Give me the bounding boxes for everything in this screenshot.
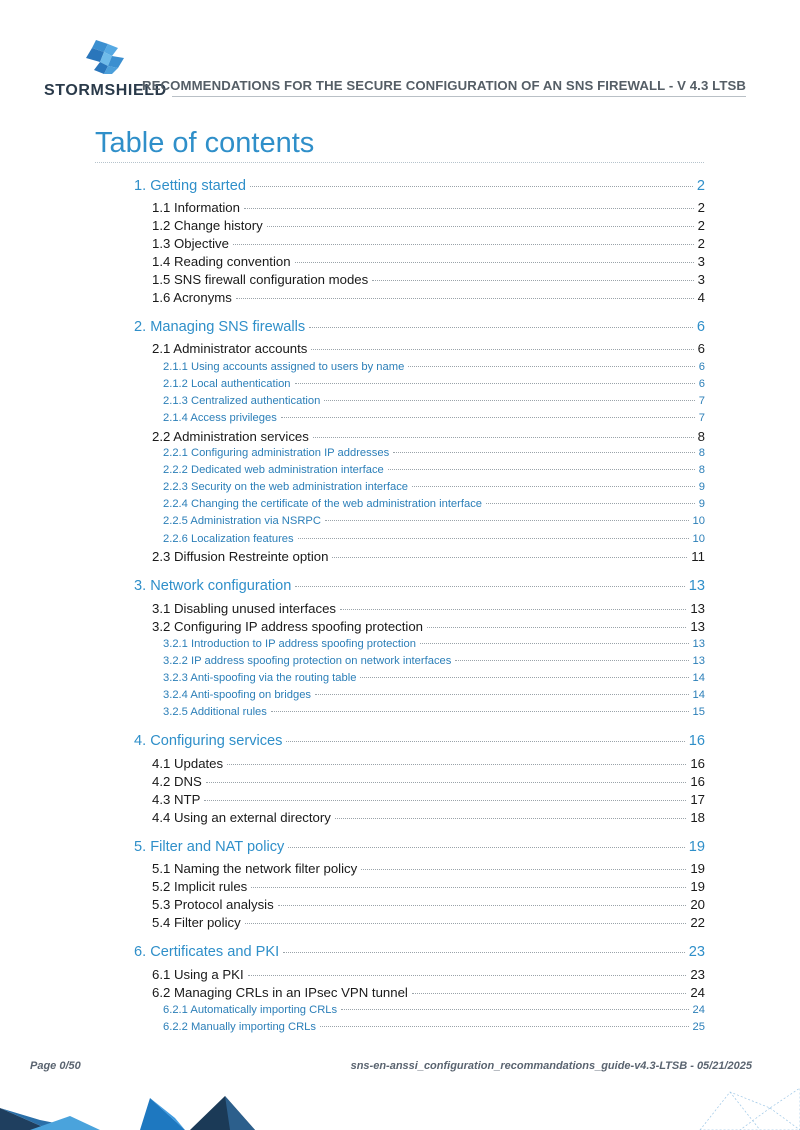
toc-dot-leader <box>250 186 693 187</box>
toc-dot-leader <box>309 327 693 328</box>
toc-entry-page: 6 <box>696 319 705 335</box>
toc-entry-label: 3.2 Configuring IP address spoofing protection <box>152 619 424 634</box>
toc-dot-leader <box>298 538 689 539</box>
toc-entry-page: 20 <box>690 897 705 912</box>
toc-entry-page: 2 <box>697 236 705 251</box>
toc-entry[interactable] <box>134 319 705 339</box>
toc-entry-label: 2.2.1 Configuring administration IP addresses <box>163 447 390 459</box>
toc-dot-leader <box>372 280 693 281</box>
toc-dot-leader <box>313 437 694 438</box>
toc-entry-page: 8 <box>698 464 705 476</box>
toc-dot-leader <box>251 887 686 888</box>
toc-entry-label: 2.2.4 Changing the certificate of the web administration interface <box>163 498 483 510</box>
toc-dot-leader <box>320 1026 689 1027</box>
toc-entry-page: 10 <box>692 533 705 545</box>
toc-entry[interactable] <box>163 638 705 654</box>
toc-entry-page: 16 <box>690 756 705 771</box>
toc-entry-page: 15 <box>692 706 705 718</box>
toc-entry[interactable] <box>163 395 705 411</box>
toc-entry-label: 2.2.3 Security on the web administration interface <box>163 481 409 493</box>
toc-dot-leader <box>420 643 689 644</box>
toc-entry[interactable] <box>134 733 705 753</box>
toc-entry-page: 8 <box>698 447 705 459</box>
toc-title: Table of contents <box>95 127 315 159</box>
toc-entry[interactable] <box>163 533 705 549</box>
toc-entry-page: 2 <box>697 200 705 215</box>
toc-entry[interactable] <box>152 810 705 828</box>
toc-entry-label: 3.2.2 IP address spoofing protection on network interfaces <box>163 655 452 667</box>
toc-dot-leader <box>427 627 686 628</box>
toc-entry-page: 19 <box>690 861 705 876</box>
toc-entry[interactable] <box>134 578 705 598</box>
toc-dot-leader <box>227 764 686 765</box>
toc-dot-leader <box>267 226 694 227</box>
toc-entry[interactable] <box>163 498 705 514</box>
toc-entry-label: 2.2.6 Localization features <box>163 533 294 545</box>
toc-entry[interactable] <box>152 967 705 985</box>
toc-entry-label: 4.1 Updates <box>152 756 224 771</box>
toc-entry-label: 3.2.4 Anti-spoofing on bridges <box>163 689 312 701</box>
toc-dot-leader <box>393 452 695 453</box>
brand-name: STORMSHIELD <box>44 82 167 99</box>
toc-dot-leader <box>340 609 686 610</box>
toc-dot-leader <box>278 905 687 906</box>
toc-entry[interactable] <box>152 879 705 897</box>
toc-entry-page: 6 <box>697 341 705 356</box>
toc-entry-label: 3. Network configuration <box>134 578 292 594</box>
toc-dot-leader <box>324 400 694 401</box>
toc-entry-label: 6.2.1 Automatically importing CRLs <box>163 1004 338 1016</box>
toc-entry[interactable] <box>163 361 705 377</box>
toc-dot-leader <box>341 1009 688 1010</box>
toc-dot-leader <box>281 417 695 418</box>
toc-entry-page: 19 <box>690 879 705 894</box>
toc-dot-leader <box>271 711 689 712</box>
toc-entry[interactable] <box>134 178 705 198</box>
toc-entry-page: 3 <box>697 272 705 287</box>
toc-entry-page: 22 <box>690 915 705 930</box>
toc-entry-page: 11 <box>691 549 705 564</box>
toc-entry[interactable] <box>152 341 705 359</box>
toc-dot-leader <box>204 800 686 801</box>
toc-entry[interactable] <box>152 897 705 915</box>
toc-dot-leader <box>283 952 685 953</box>
toc-entry-label: 3.1 Disabling unused interfaces <box>152 601 337 616</box>
toc-entry-page: 18 <box>690 810 705 825</box>
document-filename: sns-en-anssi_configuration_recommandations_guide-v4.3-LTSB - 05/21/2025 <box>350 1060 752 1072</box>
toc-entry[interactable] <box>152 290 705 308</box>
toc-entry-label: 1.6 Acronyms <box>152 290 232 305</box>
toc-entry-label: 2.3 Diffusion Restreinte option <box>152 549 329 564</box>
toc-entry-label: 5. Filter and NAT policy <box>134 839 285 855</box>
toc-entry[interactable] <box>163 706 705 722</box>
toc-entry-label: 1.1 Information <box>152 200 240 215</box>
toc-entry-label: 3.2.3 Anti-spoofing via the routing table <box>163 672 357 684</box>
toc-entry-page: 19 <box>688 839 705 855</box>
toc-entry[interactable] <box>163 412 705 428</box>
toc-entry-page: 23 <box>688 944 705 960</box>
toc-entry[interactable] <box>152 601 705 619</box>
toc-entry-label: 6. Certificates and PKI <box>134 944 280 960</box>
toc-dot-leader <box>408 366 694 367</box>
toc-entry-page: 6 <box>698 378 705 390</box>
toc-entry[interactable] <box>152 549 705 567</box>
toc-entry-label: 3.2.5 Additional rules <box>163 706 267 718</box>
toc-entry-label: 4.3 NTP <box>152 792 201 807</box>
toc-entry-page: 8 <box>697 429 705 444</box>
toc-dot-leader <box>361 869 686 870</box>
toc-dot-leader <box>412 993 686 994</box>
toc-entry-label: 5.1 Naming the network filter policy <box>152 861 358 876</box>
toc-entry[interactable] <box>152 254 705 272</box>
toc-entry[interactable] <box>163 655 705 671</box>
toc-entry[interactable] <box>152 985 705 1003</box>
toc-entry-page: 16 <box>688 733 705 749</box>
toc-dot-leader <box>332 557 687 558</box>
toc-entry-label: 6.1 Using a PKI <box>152 967 244 982</box>
toc-dot-leader <box>311 349 693 350</box>
toc-entry[interactable] <box>163 464 705 480</box>
toc-dot-leader <box>412 486 695 487</box>
toc-entry[interactable] <box>163 1021 705 1037</box>
toc-entry-label: 5.3 Protocol analysis <box>152 897 274 912</box>
stormshield-logo-icon <box>82 38 130 76</box>
toc-entry-page: 17 <box>690 792 705 807</box>
toc-entry-page: 2 <box>696 178 705 194</box>
toc-entry[interactable] <box>134 839 705 859</box>
toc-entry-label: 2.1 Administrator accounts <box>152 341 308 356</box>
toc-entry[interactable] <box>152 861 705 879</box>
toc-entry[interactable] <box>134 944 705 964</box>
toc-entry-label: 5.4 Filter policy <box>152 915 241 930</box>
toc-entry-label: 1.5 SNS firewall configuration modes <box>152 272 369 287</box>
toc-entry-label: 2.1.4 Access privileges <box>163 412 277 424</box>
toc-dot-leader <box>244 208 694 209</box>
page-number: Page 0/50 <box>30 1060 81 1072</box>
toc-entry-page: 7 <box>698 395 705 407</box>
toc-dot-leader <box>206 782 686 783</box>
toc-entry[interactable] <box>152 915 705 933</box>
toc-dot-leader <box>288 847 684 848</box>
toc-entry[interactable] <box>152 619 705 637</box>
toc-entry-page: 13 <box>692 638 705 650</box>
toc-entry-label: 4.2 DNS <box>152 774 202 789</box>
toc-dot-leader <box>286 741 684 742</box>
toc-dot-leader <box>388 469 695 470</box>
toc-entry-label: 6.2.2 Manually importing CRLs <box>163 1021 316 1033</box>
toc-entry[interactable] <box>152 774 705 792</box>
toc-entry-page: 25 <box>692 1021 705 1033</box>
toc-entry-label: 2.1.2 Local authentication <box>163 378 291 390</box>
toc-entry[interactable] <box>152 756 705 774</box>
footer-decoration <box>0 1068 800 1130</box>
toc-entry-page: 2 <box>697 218 705 233</box>
toc-entry-page: 16 <box>690 774 705 789</box>
toc-entry-page: 6 <box>698 361 705 373</box>
toc-entry-label: 5.2 Implicit rules <box>152 879 248 894</box>
toc-entry-label: 2.1.3 Centralized authentication <box>163 395 321 407</box>
toc-entry[interactable] <box>152 236 705 254</box>
toc-dot-leader <box>325 520 689 521</box>
toc-entry-label: 4.4 Using an external directory <box>152 810 331 825</box>
toc-dot-leader <box>315 694 689 695</box>
toc-entry[interactable] <box>152 218 705 236</box>
toc-entry[interactable] <box>152 429 705 447</box>
toc-entry-page: 24 <box>692 1004 705 1016</box>
toc-entry[interactable] <box>163 689 705 705</box>
toc-entry[interactable] <box>163 515 705 531</box>
toc-entry-page: 3 <box>697 254 705 269</box>
toc-entry-label: 1.3 Objective <box>152 236 229 251</box>
toc-dot-leader <box>233 244 694 245</box>
toc-entry[interactable] <box>163 481 705 497</box>
toc-dot-leader <box>295 586 684 587</box>
header-divider <box>172 96 746 97</box>
toc-entry-page: 4 <box>697 290 705 305</box>
toc-entry-page: 14 <box>692 672 705 684</box>
toc-entry-page: 7 <box>698 412 705 424</box>
toc-entry-page: 23 <box>690 967 705 982</box>
toc-entry-label: 4. Configuring services <box>134 733 283 749</box>
toc-entry-page: 9 <box>698 498 705 510</box>
toc-entry-label: 2.2.2 Dedicated web administration interface <box>163 464 384 476</box>
toc-entry-page: 24 <box>690 985 705 1000</box>
toc-entry-label: 2.2 Administration services <box>152 429 309 444</box>
toc-entry-label: 1.4 Reading convention <box>152 254 291 269</box>
toc-dot-leader <box>360 677 688 678</box>
toc-entry[interactable] <box>163 1004 705 1020</box>
toc-entry[interactable] <box>163 672 705 688</box>
toc-entry-label: 1.2 Change history <box>152 218 263 233</box>
toc-entry-page: 13 <box>690 601 705 616</box>
toc-entry-page: 13 <box>688 578 705 594</box>
toc-dot-leader <box>295 383 695 384</box>
toc-entry-page: 13 <box>690 619 705 634</box>
toc-entry-label: 6.2 Managing CRLs in an IPsec VPN tunnel <box>152 985 408 1000</box>
toc-entry[interactable] <box>152 272 705 290</box>
toc-dot-leader <box>335 818 686 819</box>
toc-entry-page: 10 <box>692 515 705 527</box>
toc-dot-leader <box>248 975 687 976</box>
toc-entry-label: 3.2.1 Introduction to IP address spoofing protection <box>163 638 416 650</box>
toc-dot-leader <box>455 660 688 661</box>
toc-entry[interactable] <box>152 200 705 218</box>
document-title: RECOMMENDATIONS FOR THE SECURE CONFIGURATION OF AN SNS FIREWALL - V 4.3 LTSB <box>142 78 746 93</box>
toc-entry-label: 2. Managing SNS firewalls <box>134 319 306 335</box>
toc-entry-label: 2.2.5 Administration via NSRPC <box>163 515 321 527</box>
toc-dot-leader <box>236 298 694 299</box>
toc-dot-leader <box>295 262 694 263</box>
toc-entry-page: 13 <box>692 655 705 667</box>
toc-entry-label: 2.1.1 Using accounts assigned to users by name <box>163 361 405 373</box>
toc-entry-page: 14 <box>692 689 705 701</box>
toc-entry[interactable] <box>152 792 705 810</box>
toc-entry-label: 1. Getting started <box>134 178 246 194</box>
toc-dot-leader <box>486 503 695 504</box>
toc-dot-leader <box>245 923 687 924</box>
toc-entry[interactable] <box>163 447 705 463</box>
toc-title-divider <box>95 162 704 163</box>
toc-entry[interactable] <box>163 378 705 394</box>
toc-entry-page: 9 <box>698 481 705 493</box>
